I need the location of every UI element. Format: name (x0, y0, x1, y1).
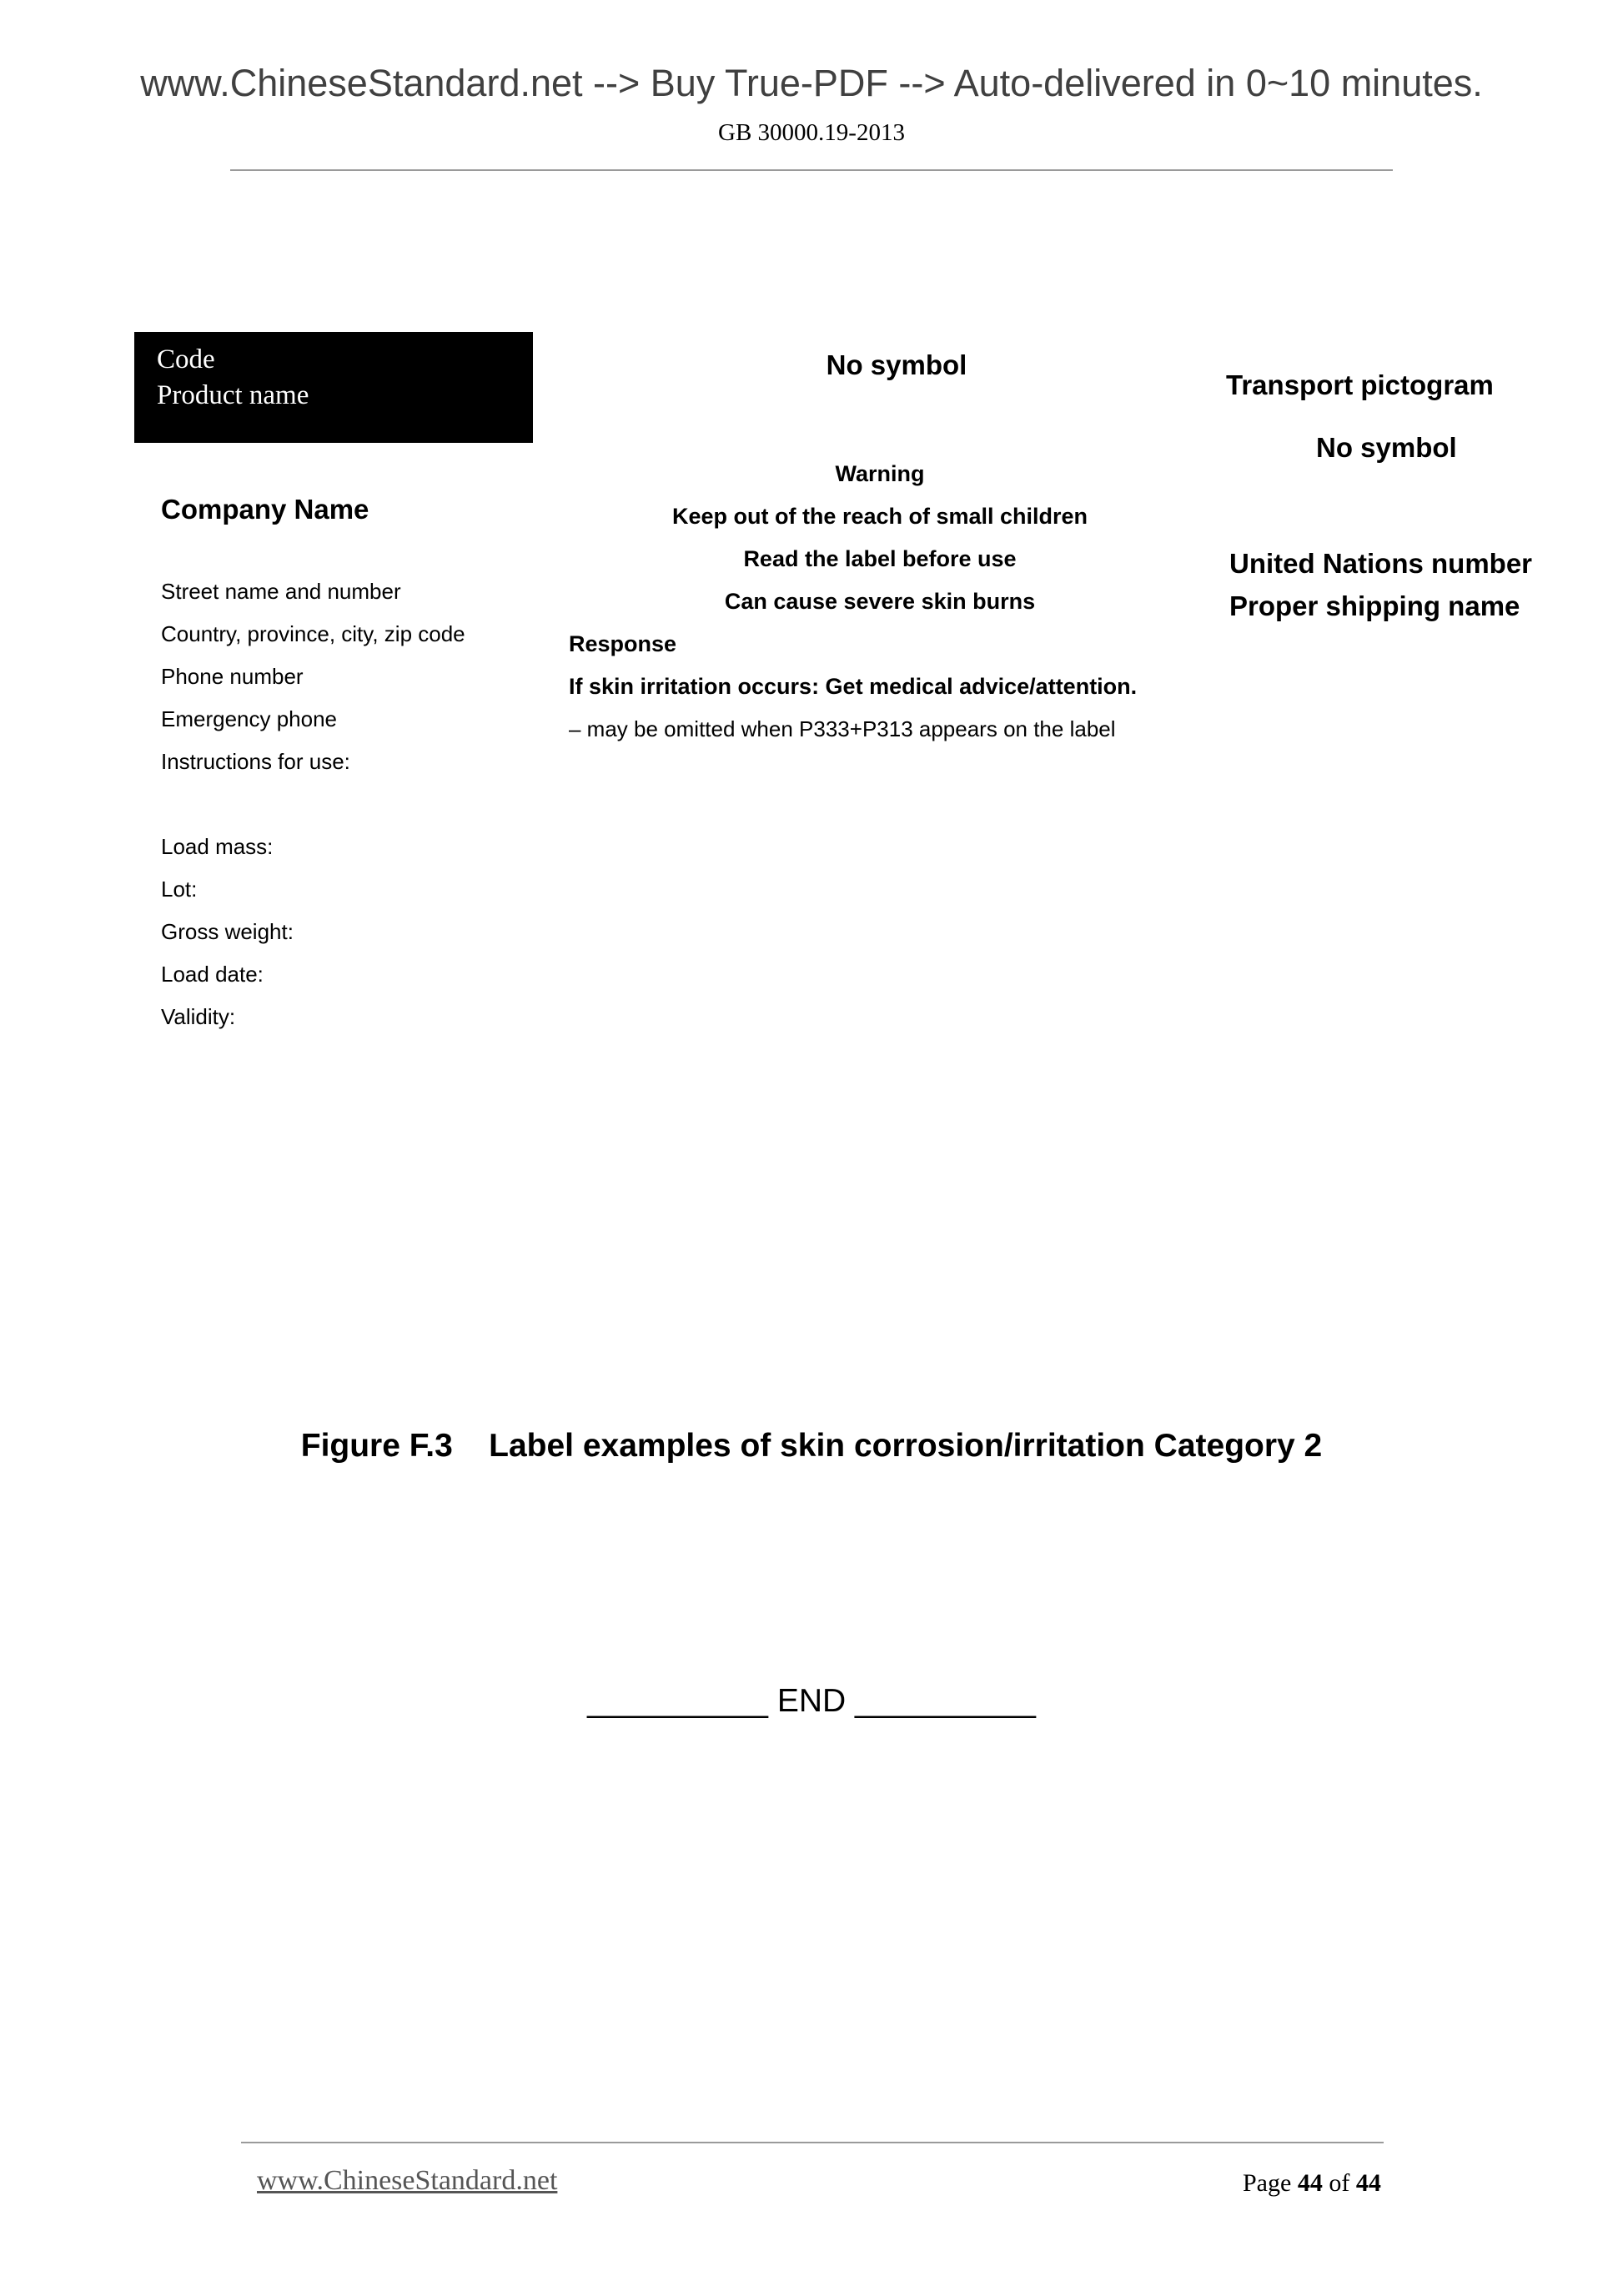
phone-line: Phone number (161, 664, 304, 689)
page-indicator (1243, 2169, 1381, 2198)
company-name: Company Name (161, 494, 369, 525)
footer-site-link[interactable]: www.ChineseStandard.net (257, 2165, 558, 2196)
transport-symbol-placeholder: No symbol (1316, 432, 1457, 463)
page-prefix: Page (1243, 2169, 1298, 2197)
validity-line: Validity: (161, 1004, 236, 1029)
load-date-line: Load date: (161, 962, 264, 987)
footer-divider (241, 2142, 1384, 2143)
response-statement: If skin irritation occurs: Get medical advice/attention. (569, 674, 1138, 699)
precaution-statement: Keep out of the reach of small children (671, 504, 1088, 529)
load-mass-line: Load mass: (161, 834, 274, 859)
instructions-line: Instructions for use: (161, 749, 350, 774)
header-banner: www.ChineseStandard.net --> Buy True-PDF --> Auto-delivered in 0~10 minutes. (140, 62, 1483, 104)
page-of: of (1322, 2169, 1356, 2197)
end-marker: __________ END __________ (587, 1683, 1036, 1719)
transport-pictogram-heading: Transport pictogram (1226, 369, 1494, 400)
response-heading: Response (569, 631, 677, 656)
figure-caption: Figure F.3 Label examples of skin corrosion/irritation Category 2 (300, 1428, 1323, 1464)
header-divider (230, 169, 1393, 171)
address-line: Country, province, city, zip code (161, 621, 465, 646)
un-number: United Nations number (1229, 548, 1533, 579)
response-note: – may be omitted when P333+P313 appears on the label (569, 716, 1116, 741)
street-line: Street name and number (161, 579, 401, 604)
precaution-statement: Read the label before use (743, 546, 1017, 571)
code-product-box (134, 332, 533, 443)
page-current: 44 (1297, 2169, 1323, 2197)
document-number: GB 30000.19-2013 (718, 119, 905, 146)
page-total: 44 (1355, 2169, 1381, 2197)
hazard-statement: Can cause severe skin burns (724, 589, 1036, 614)
signal-word: Warning (835, 461, 925, 486)
product-name-label: Product name (157, 380, 309, 410)
gross-weight-line: Gross weight: (161, 919, 294, 944)
hazard-symbol-placeholder: No symbol (826, 349, 967, 380)
code-label: Code (157, 344, 215, 374)
proper-shipping-name: Proper shipping name (1229, 590, 1520, 621)
emergency-phone-line: Emergency phone (161, 706, 338, 731)
lot-line: Lot: (161, 877, 198, 902)
